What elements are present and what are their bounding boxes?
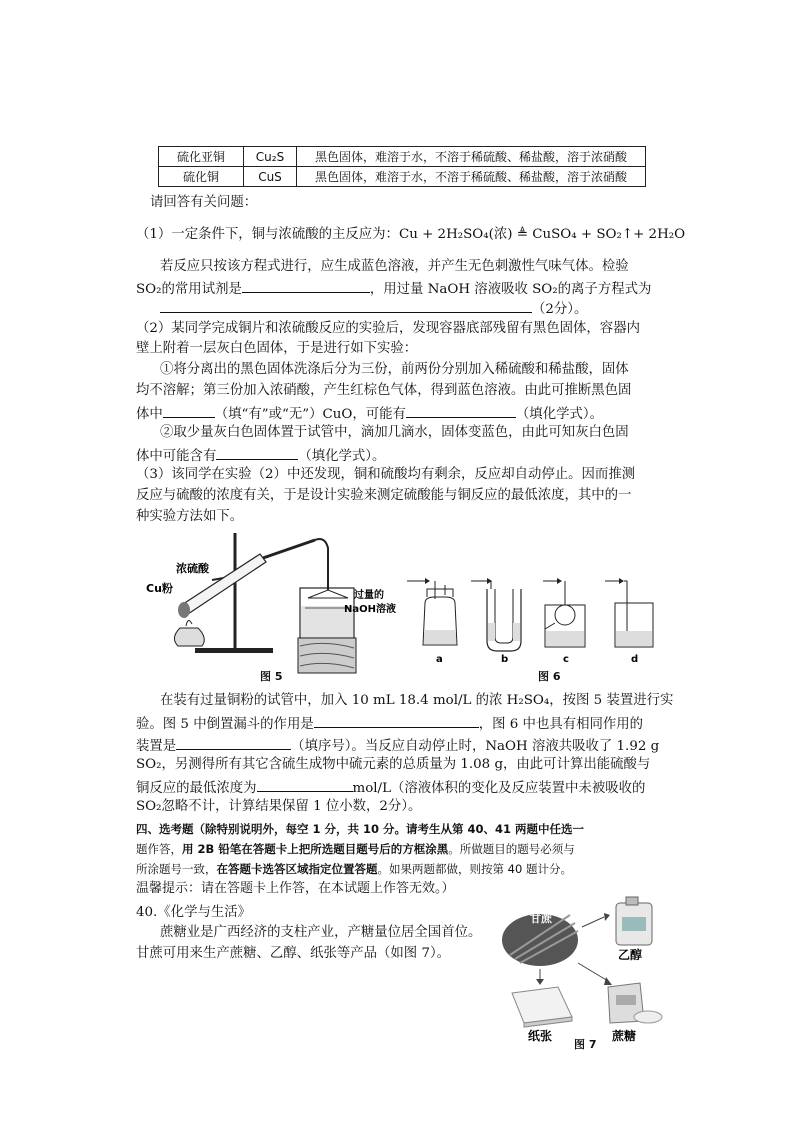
sugar-bag-icon [608,983,662,1023]
figure-5-caption: 图 5 [260,670,283,683]
q1-prefix: （1）一定条件下，铜与浓硫酸的主反应为： [136,227,399,242]
compound-name: 硫化亚铜 [159,147,244,167]
q3b-text-3 [136,735,659,756]
q3-text-1: （3）该同学在实验（2）中还发现，铜和硫酸均有剩余，反应却自动停止。因而推测 [136,467,636,482]
label-cu-powder: Cu粉 [146,582,173,595]
section4-text-2b: 用 2B 铅笔在答题卡上把所选题目题号后的方框涂黑 [182,842,449,856]
q40-text-2: 甘蔗可用来生产蔗糖、乙醇、纸张等产品（如图 7）。 [136,946,451,961]
table-row [159,167,646,187]
table-row [159,147,646,167]
q2-text-5a: 体中 [136,407,163,422]
device-a [407,578,457,645]
section4-text-2a: 题作答， [136,842,182,856]
answer-blank[interactable] [242,278,370,293]
answer-blank[interactable] [257,777,353,792]
q1-text-1: 若反应只按该方程式进行，应生成蓝色溶液，并产生无色刺激性气味气体。检验 [160,259,629,274]
answer-blank[interactable] [160,298,532,313]
figure-6-devices [405,575,655,670]
label-naoh-1: 过量的 [354,590,384,601]
label-device-a: a [436,654,443,665]
ethanol-jug-icon [616,897,652,945]
figure-6-caption: 图 6 [538,670,561,683]
q3b-text-5b: mol/L（溶液体积的变化及反应装置中未被吸收的 [352,781,646,796]
q3b-text-2 [136,713,643,734]
section4-text-3a: 所涂题号一致， [136,862,217,876]
q3b-text-3a: 装置是 [136,739,177,754]
label-conc-acid: 浓硫酸 [176,562,209,575]
q2-text-1: （2）某同学完成铜片和浓硫酸反应的实验后，发现容器底部残留有黑色固体，容器内 [136,321,640,336]
device-b [471,578,521,651]
q2-text-5 [136,403,603,424]
q40-text-1: 蔗糖业是广西经济的支柱产业，产糖量位居全国首位。 [160,925,482,940]
figure-7-caption: 图 7 [574,1038,597,1051]
section4-text-3b: 在答题卡选答区域指定位置答题 [216,862,378,876]
label-sugar: 蔗糖 [612,1029,637,1043]
device-c [543,578,585,647]
label-ethanol: 乙醇 [618,948,643,962]
section4-text-1: 四、选考题（除特别说明外，每空 1 分，共 10 分。请考生从第 40、41 两题中任选一 [136,822,585,836]
compound-properties: 黑色固体，难溶于水，不溶于稀硫酸、稀盐酸，溶于浓硝酸 [297,167,646,187]
intro-text: 请回答有关问题： [150,195,258,210]
section4-text-2c: 。所做题目的题号必须与 [448,842,575,856]
q1-text-3 [160,298,587,319]
q40-title: 40.《化学与生活》 [136,905,252,920]
q3b-text-5 [136,777,645,798]
compound-name: 硫化铜 [159,167,244,187]
q3b-text-2b: ，图 6 中也具有相同作用的 [478,717,644,732]
answer-blank[interactable] [163,403,215,418]
label-sugarcane: 甘蔗 [530,912,552,925]
paper-stack-icon [512,987,572,1027]
q1-text-2 [136,278,651,299]
compound-formula: CuS [244,167,297,187]
figure-5-apparatus [140,528,420,683]
q2-text-3: ①将分离出的黑色固体洗涤后分为三份，前两份分别加入稀硫酸和稀盐酸，固体 [160,362,629,377]
section4-text-2 [136,840,575,858]
answer-blank[interactable] [406,403,516,418]
label-device-b: b [501,654,509,665]
q1-equation: Cu + 2H₂SO₄(浓) ≜ CuSO₄ + SO₂↑+ 2H₂O [398,227,686,242]
q3b-text-6: SO₂忽略不计，计算结果保留 1 位小数，2分）。 [136,799,422,814]
q2-text-7 [136,445,385,466]
q2-text-7b: （填化学式）。 [298,449,386,464]
q3b-text-4: SO₂，另测得所有其它含硫生成物中硫元素的总质量为 1.08 g，由此可计算出能硫酸与 [136,757,651,772]
sulfide-properties-table [158,146,646,187]
answer-blank[interactable] [314,713,479,728]
answer-blank[interactable] [216,445,298,460]
compound-formula: Cu₂S [244,147,297,167]
section4-text-3c: 。如果两题都做，则按第 40 题计分。 [377,862,572,876]
q1-text-2b: ，用过量 NaOH 溶液吸收 SO₂的离子方程式为 [369,282,652,297]
label-naoh-2: NaOH溶液 [344,604,396,615]
figure-7-sugarcane-products [500,895,680,1055]
label-device-d: d [631,654,639,665]
q1-points: （2分）。 [532,302,588,317]
compound-properties: 黑色固体，难溶于水，不溶于稀硫酸、稀盐酸，溶于浓硝酸 [297,147,646,167]
q2-text-7a: 体中可能含有 [136,449,217,464]
section4-text-4: 温馨提示：请在答题卡上作答，在本试题上作答无效。） [136,881,455,896]
q2-text-5c: （填化学式）。 [515,407,603,422]
q3b-text-1: 在装有过量铜粉的试管中，加入 10 mL 18.4 mol/L 的浓 H₂SO₄，按图 5 装置进行实 [160,693,674,708]
answer-blank[interactable] [176,735,291,750]
q3b-text-5a: 铜反应的最低浓度为 [136,781,257,796]
q1-line [136,226,685,244]
device-d [605,578,653,647]
q2-text-6: ②取少量灰白色固体置于试管中，滴加几滴水，固体变蓝色，由此可知灰白色固 [160,425,629,440]
q3-text-3: 种实验方法如下。 [136,509,244,524]
q2-text-2: 壁上附着一层灰白色固体，于是进行如下实验： [136,341,418,356]
q2-text-5b: （填“有”或“无”）CuO，可能有 [214,407,406,422]
q2-text-4: 均不溶解；第三份加入浓硝酸，产生红棕色气体，得到蓝色溶液。由此可推断黑色固 [136,383,632,398]
q3-text-2: 反应与硫酸的浓度有关，于是设计实验来测定硫酸能与铜反应的最低浓度，其中的一 [136,488,632,503]
label-paper: 纸张 [528,1029,553,1043]
label-device-c: c [563,654,569,665]
q3b-text-2a: 验。图 5 中倒置漏斗的作用是 [136,717,314,732]
section4-text-3 [136,860,572,878]
q1-text-2a: SO₂的常用试剂是 [136,282,242,297]
q3b-text-3b: （填序号）。当反应自动停止时，NaOH 溶液共吸收了 1.92 g [291,739,660,754]
